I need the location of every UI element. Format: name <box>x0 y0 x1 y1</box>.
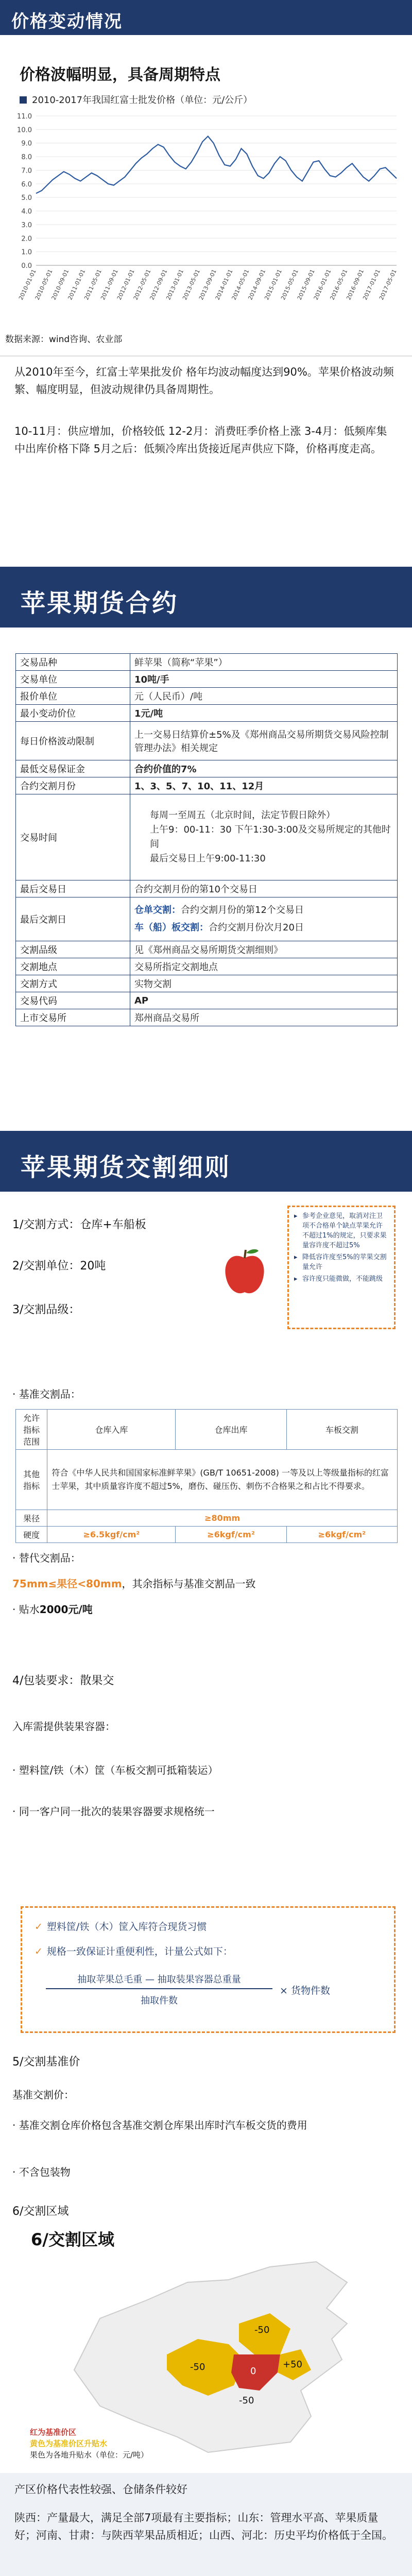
paragraph-2: 10-11月：供应增加，价格较低 12-2月：消费旺季价格上涨 3-4月：低频库集中出库价格下降 5月之后：低频冷库出货接近尾声供应下降，价格再度走高。 <box>14 425 387 455</box>
y-tick-label: 3.0 <box>21 221 32 229</box>
grade-row-label: 其他指标 <box>16 1450 47 1510</box>
sub-grade-line <box>12 1575 256 1590</box>
check-icon: ✓ <box>35 1921 43 1933</box>
map-label: 0 <box>250 2366 256 2377</box>
table-row <box>16 1009 398 1026</box>
row-key: 交易单位 <box>16 671 130 688</box>
table-row <box>16 654 398 671</box>
delivery-value: 合约交割月份次月20日 <box>209 922 304 933</box>
x-tick-label: 2015-09-01 <box>296 268 316 301</box>
section-header-delivery <box>0 1131 412 1192</box>
item-delivery-unit: 2/交割单位：20吨 <box>12 1260 106 1273</box>
row-key: 最后交割日 <box>16 897 130 941</box>
row-value <box>130 897 398 941</box>
row-key: 最后交易日 <box>16 880 130 897</box>
grade-hard-value: ≥6kgf/cm² <box>176 1527 286 1543</box>
y-tick-label: 6.0 <box>21 180 32 189</box>
legend-swatch <box>20 96 27 104</box>
formula-numerator: 抽取苹果总毛重 — 抽取装果容器总重量 <box>77 1974 241 1985</box>
fraction-bar <box>46 1988 272 1989</box>
row-value: 合约交割月份的第10个交易日 <box>130 880 398 897</box>
table-row <box>16 975 398 992</box>
legend-red: 红为基准价区 <box>30 2428 77 2437</box>
row-value: 1元/吨 <box>130 705 398 722</box>
x-tick-label: 2017-05-01 <box>377 268 398 301</box>
x-tick-label: 2014-01-01 <box>214 268 234 301</box>
trading-time-1: 每周一至周五（北京时间，法定节假日除外） <box>150 810 335 821</box>
table-row <box>16 958 398 975</box>
row-key: 报价单位 <box>16 688 130 705</box>
delivery-label: 仓单交割： <box>134 905 181 916</box>
chart-source: 数据来源：wind咨询、农业部 <box>5 334 123 345</box>
base-price-bullet: · 不含包装物 <box>12 2166 71 2178</box>
grade-head: 仓库入库 <box>47 1410 176 1450</box>
y-tick-label: 1.0 <box>21 248 32 257</box>
grade-head: 车板交割 <box>286 1410 397 1450</box>
x-tick-label: 2012-01-01 <box>115 268 136 301</box>
row-key: 合约交割月份 <box>16 777 130 794</box>
formula-text: 规格一致保证计重便利性，计量公式如下： <box>46 1946 233 1957</box>
x-tick-label: 2013-09-01 <box>197 268 218 301</box>
grade-other-text: 符合《中华人民共和国国家标准鲜苹果》(GB/T 10651-2008) 一等及以上等级量指标的红富士苹果，其中质量容许度不超过5%，磨伤、碰压伤、刺伤不合格果之和占比不得要求。 <box>47 1450 398 1510</box>
section-header-price <box>0 0 412 35</box>
note-box <box>287 1206 396 1329</box>
pkg-text: 入库需提供装果容器： <box>12 1720 115 1733</box>
x-tick-label: 2013-05-01 <box>181 268 201 301</box>
discount-line <box>12 1601 93 1616</box>
table-row <box>16 671 398 688</box>
trading-time-2: 上午9：00-11：30 下午1:30-3:00及交易所规定的其他时间 <box>150 824 391 850</box>
section-title: 价格变动情况 <box>11 11 123 32</box>
series-line <box>36 137 397 194</box>
row-value: 交易所指定交割地点 <box>130 958 398 975</box>
x-tick-label: 2016-01-01 <box>312 268 333 301</box>
base-price-bullet: · 基准交割仓库价格包含基准交割仓库果出库时汽车板交货的费用 <box>12 2119 307 2131</box>
grade-head: 允许指标范围 <box>16 1410 47 1450</box>
map-label: -50 <box>239 2395 254 2406</box>
row-key: 最小变动价位 <box>16 705 130 722</box>
x-tick-label: 2011-05-01 <box>83 268 103 301</box>
grade-hard-value: ≥6.5kgf/cm² <box>47 1527 176 1543</box>
section-header-contract <box>0 567 412 628</box>
legend-yellow: 黄色为基准价区升贴水 <box>30 2439 108 2448</box>
price-chart <box>5 108 412 330</box>
paragraph-1: 从2010年至今，红富士苹果批发价 格年均波动幅度达到90%。苹果价格波动频繁、幅度明显，但波动规律仍具备周期性。 <box>14 366 394 396</box>
table-row <box>16 777 398 794</box>
delivery-label: 车（船）板交割： <box>134 922 209 933</box>
sub-title: 价格波幅明显，具备周期特点 <box>20 66 220 84</box>
contract-spec-table <box>15 653 398 1026</box>
row-value <box>130 794 398 880</box>
footer-line-1: 产区价格代表性较强、仓储条件较好 <box>14 2483 187 2496</box>
row-key: 交割品级 <box>16 941 130 958</box>
row-value: AP <box>130 992 398 1009</box>
grade-row-label: 硬度 <box>16 1527 47 1543</box>
x-tick-label: 2017-01-01 <box>362 268 382 301</box>
x-tick-label: 2013-01-01 <box>165 268 185 301</box>
y-tick-label: 5.0 <box>21 194 32 202</box>
price-chart-svg <box>5 108 412 330</box>
x-tick-label: 2015-05-01 <box>280 268 300 301</box>
row-key: 交割地点 <box>16 958 130 975</box>
row-key: 交割方式 <box>16 975 130 992</box>
sub-grade-label: · 替代交割品： <box>12 1552 81 1564</box>
map-legend <box>30 2427 148 2461</box>
formula-text: 塑料筐/铁（木）筐入库符合现货习惯 <box>46 1921 207 1933</box>
legend-label: 2010-2017年我国红富士批发价格（单位：元/公斤） <box>32 95 253 106</box>
row-value: 见《郑州商品交易所期货交割细则》 <box>130 941 398 958</box>
row-value: 上一交易日结算价±5%及《郑州商品交易所期货交易风险控制管理办法》相关规定 <box>130 722 398 760</box>
row-value: 郑州商品交易所 <box>130 1009 398 1026</box>
item-delivery-method: 1/交割方式：仓库+车船板 <box>12 1218 146 1231</box>
trading-time-3: 最后交易日上午9:00-11:30 <box>150 853 266 864</box>
y-tick-label: 2.0 <box>21 235 32 243</box>
y-tick-label: 11.0 <box>17 113 32 121</box>
note-item: ▸ 降低容许度至5%的苹果交割量允许 <box>294 1252 389 1272</box>
y-tick-label: 10.0 <box>17 126 32 134</box>
table-row <box>16 880 398 897</box>
row-value: 元（人民币）/吨 <box>130 688 398 705</box>
row-key: 交易代码 <box>16 992 130 1009</box>
delivery-value: 合约交割月份的第12个交易日 <box>181 905 304 916</box>
row-value: 实物交割 <box>130 975 398 992</box>
x-tick-label: 2012-05-01 <box>132 268 152 301</box>
y-tick-label: 8.0 <box>21 154 32 162</box>
table-row <box>16 1410 398 1450</box>
formula-box <box>21 1906 396 2033</box>
grade-hard-value: ≥6kgf/cm² <box>286 1527 397 1543</box>
section-title: 苹果期货交割细则 <box>21 1153 231 1182</box>
y-tick-label: 7.0 <box>21 167 32 175</box>
row-key: 最低交易保证金 <box>16 760 130 777</box>
x-tick-label: 2014-09-01 <box>247 268 267 301</box>
x-tick-label: 2010-05-01 <box>33 268 54 301</box>
sub-size-rest: ，其余指标与基准交割品一致 <box>122 1578 256 1590</box>
table-row <box>16 688 398 705</box>
map-label: -50 <box>190 2362 205 2372</box>
item-delivery-area: 6/交割区域 <box>12 2205 69 2218</box>
row-key: 交易品种 <box>16 654 130 671</box>
table-row <box>16 794 398 880</box>
discount-value: 2000元/吨 <box>39 1603 93 1616</box>
row-value: 合约价值的7% <box>130 760 398 777</box>
table-row <box>16 897 398 941</box>
check-icon: ✓ <box>35 1946 43 1957</box>
x-tick-label: 2015-01-01 <box>263 268 283 301</box>
formula-tail: × 货物件数 <box>280 1985 330 1996</box>
item-packaging: 4/包装要求：散果交 <box>12 1674 114 1687</box>
row-value: 鲜苹果（简称“苹果”） <box>130 654 398 671</box>
row-value: 1、3、5、7、10、11、12月 <box>130 777 398 794</box>
item-delivery-grade: 3/交割品级： <box>12 1303 80 1316</box>
row-key: 上市交易所 <box>16 1009 130 1026</box>
divider <box>0 355 412 357</box>
map-label: -50 <box>254 2325 270 2335</box>
table-row <box>16 1527 398 1543</box>
pkg-bullet: · 塑料筐/铁（木）筐（车板交割可抵箱装运） <box>12 1764 218 1776</box>
chart-legend <box>20 93 252 106</box>
grade-row-label: 果径 <box>16 1510 47 1527</box>
x-tick-label: 2011-09-01 <box>99 268 119 301</box>
std-grade-label: · 基准交割品： <box>12 1388 81 1400</box>
x-tick-label: 2014-05-01 <box>230 268 251 301</box>
discount-label: · 贴水 <box>12 1603 40 1616</box>
table-row <box>16 941 398 958</box>
table-row <box>16 722 398 760</box>
formula-denominator: 抽取件数 <box>141 1995 178 2006</box>
base-price-label: 基准交割价： <box>12 2089 74 2101</box>
formula-line-2 <box>35 1944 233 1958</box>
formula-line-1 <box>35 1919 207 1933</box>
map-label: +50 <box>283 2359 302 2370</box>
x-tick-label: 2012-09-01 <box>148 268 169 301</box>
item-base-price: 5/交割基准价 <box>12 2056 80 2069</box>
row-key: 交易时间 <box>16 794 130 880</box>
row-key: 每日价格波动限制 <box>16 722 130 760</box>
note-item: ▸ 参考企业意见，取消对注卫项不合格单个缺点苹果允许不超过1%的规定，只要求果量容许度不超过5% <box>294 1211 389 1250</box>
x-tick-label: 2011-01-01 <box>66 268 87 301</box>
grade-head: 仓库出库 <box>176 1410 286 1450</box>
footer-line-2: 陕西：产量最大，满足全部7项最有主要指标；山东：管理水平高、苹果质量好；河南、甘肃：与陕西苹果品质相近；山西、河北：历史平均价格低于全国。 <box>14 2512 393 2541</box>
grade-table <box>15 1409 398 1543</box>
map-title: 6/交割区域 <box>31 2230 114 2249</box>
table-row <box>16 760 398 777</box>
x-tick-label: 2016-05-01 <box>329 268 349 301</box>
x-tick-label: 2010-01-01 <box>17 268 38 301</box>
grade-size-value: ≥80mm <box>47 1510 398 1527</box>
row-value: 10吨/手 <box>130 671 398 688</box>
section-title: 苹果期货合约 <box>21 589 179 618</box>
note-item: ▸ 容许度只能微做，不能跳级 <box>294 1274 389 1284</box>
x-tick-label: 2016-09-01 <box>345 268 366 301</box>
y-tick-label: 4.0 <box>21 208 32 216</box>
apple-icon <box>221 1247 268 1298</box>
table-row <box>16 1510 398 1527</box>
table-row <box>16 705 398 722</box>
table-row <box>16 992 398 1009</box>
table-row <box>16 1450 398 1510</box>
legend-note: 果色为各地升贴水（单位：元/吨） <box>30 2450 149 2460</box>
sub-size: 75mm≤果径<80mm <box>12 1578 122 1590</box>
pkg-bullet: · 同一客户同一批次的装果容器要求规格统一 <box>12 1805 215 1818</box>
y-tick-label: 0.0 <box>21 262 32 270</box>
x-tick-label: 2010-09-01 <box>50 268 71 301</box>
y-tick-label: 9.0 <box>21 140 32 148</box>
